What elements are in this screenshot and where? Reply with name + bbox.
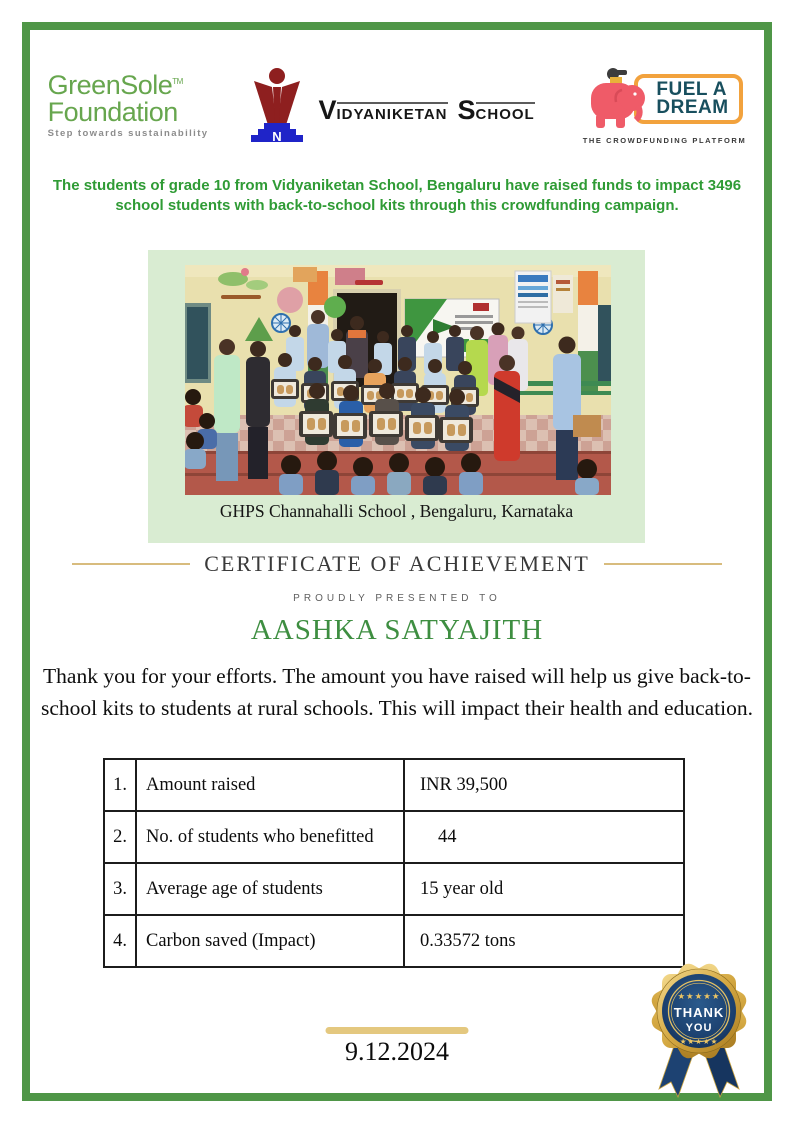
school-photo: [185, 265, 611, 495]
table-row: [104, 759, 684, 811]
badge-stars-top: ★★★★★: [677, 991, 721, 1001]
photo-caption: GHPS Channahalli School , Bengaluru, Karnataka: [219, 501, 574, 521]
vidyaniketan-logo: [246, 67, 544, 145]
row-number: 4.: [104, 915, 136, 967]
row-label: Amount raised: [136, 759, 404, 811]
greensole-name2: Foundation: [47, 96, 178, 127]
school-name-rest1: IDYANIKETAN: [337, 102, 448, 123]
fueladream-line2: DREAM: [656, 97, 729, 118]
row-value: INR 39,500: [404, 759, 684, 811]
greensole-tagline: Step towards sustainability: [47, 128, 209, 140]
school-name-initial2: S: [457, 95, 476, 125]
table-row: [104, 915, 684, 967]
row-number: 3.: [104, 863, 136, 915]
thank-you-message: Thank you for your efforts. The amount you have raised will help us give back-to-school kits to students at rural schools. This will impact their health and education.: [41, 664, 753, 721]
row-value: 0.33572 tons: [404, 915, 684, 967]
school-name-rest2: CHOOL: [476, 102, 535, 123]
row-label: No. of students who benefitted: [136, 811, 404, 863]
greensole-name: GreenSole: [47, 70, 173, 101]
table-row: [104, 863, 684, 915]
recipient-name: AASHKA SATYAJITH: [250, 614, 544, 646]
badge-line1: THANK: [673, 1005, 725, 1020]
fueladream-logo: [583, 66, 747, 145]
logo-row: [40, 58, 754, 153]
row-value: 15 year old: [404, 863, 684, 915]
fueladream-tagline: THE CROWDFUNDING PLATFORM: [582, 136, 747, 145]
date-divider: [326, 1027, 469, 1034]
thank-you-badge: [642, 956, 756, 1098]
trademark-symbol: TM: [172, 77, 183, 87]
gold-divider-right: [604, 563, 722, 565]
elephant-icon: [586, 66, 648, 132]
certificate-date: 9.12.2024: [345, 1037, 449, 1066]
presented-label: PROUDLY PRESENTED TO: [293, 593, 501, 604]
row-value: 44: [404, 811, 684, 863]
vidyaniketan-icon: [246, 67, 308, 145]
table-row: [104, 811, 684, 863]
gold-divider-left: [72, 563, 190, 565]
svg-text:N: N: [272, 128, 283, 144]
fueladream-line1: FUEL A: [656, 78, 727, 100]
certificate-title: CERTIFICATE OF ACHIEVEMENT: [204, 551, 590, 576]
badge-line2: YOU: [685, 1022, 713, 1034]
impact-table: [103, 758, 685, 968]
photo-panel: [148, 250, 645, 543]
school-name-initial1: V: [318, 95, 337, 125]
row-number: 2.: [104, 811, 136, 863]
intro-text: The students of grade 10 from Vidyaniketan School, Bengaluru have raised funds to impact 3496 school students with back-to-school kits through this crowdfunding campaign.: [52, 177, 742, 214]
greensole-logo: [48, 72, 209, 138]
row-number: 1.: [104, 759, 136, 811]
row-label: Carbon saved (Impact): [136, 915, 404, 967]
row-label: Average age of students: [136, 863, 404, 915]
badge-stars-bottom: ★★★★★: [679, 1037, 719, 1046]
